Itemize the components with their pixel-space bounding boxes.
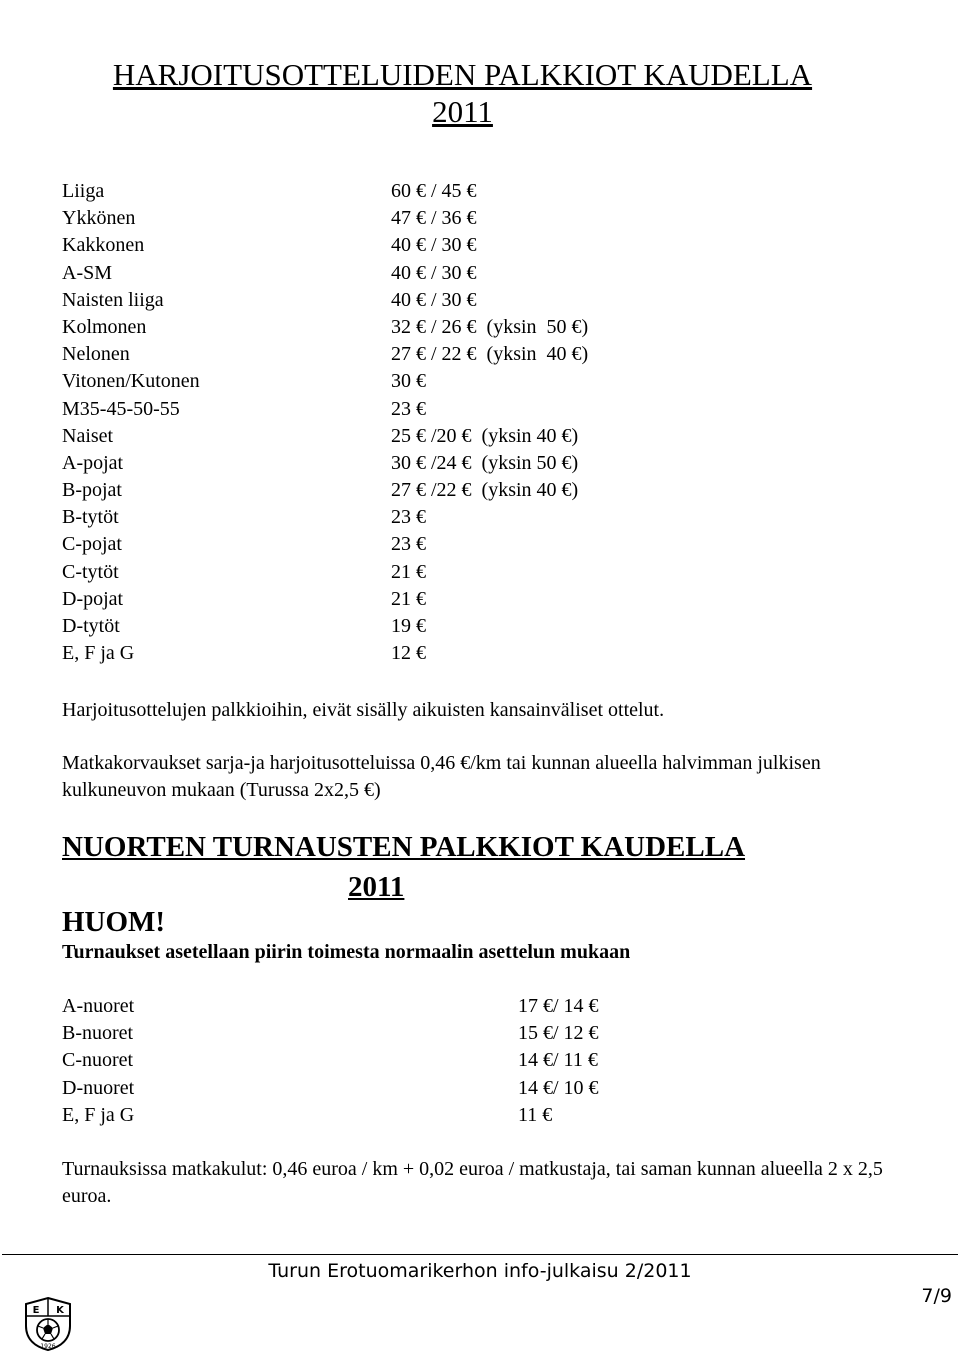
tournament-travel-note: Turnauksissa matkakulut: 0,46 euroa / km + 0,02 euroa / matkustaja, tai saman kunnan alueella 2 x 2,5 euroa.	[62, 1158, 883, 1207]
fee-amount: 60 € / 45 €	[391, 180, 477, 202]
fee-category: Vitonen/Kutonen	[62, 370, 200, 393]
fee-category: Naisten liiga	[62, 288, 164, 311]
fee-amount: 14 €/ 11 €	[518, 1049, 598, 1072]
fee-category: C-tytöt	[62, 560, 119, 583]
fee-category: Naiset	[62, 424, 114, 447]
fee-category: B-pojat	[62, 479, 122, 502]
fee-amount: 17 €/ 14 €	[518, 995, 599, 1017]
fee-amount: 23 €	[391, 397, 426, 420]
fee-amount: 19 €	[391, 615, 426, 637]
fee-amount: 25 € /20 € (yksin 40 €)	[391, 424, 579, 447]
fee-category: A-SM	[62, 261, 113, 284]
fee-category: D-tytöt	[62, 615, 120, 637]
international-matches-note: Harjoitusottelujen palkkioihin, eivät sisälly aikuisten kansainväliset ottelut.	[62, 699, 665, 721]
fee-category: Kolmonen	[62, 315, 147, 338]
page-title: HARJOITUSOTTELUIDEN PALKKIOT KAUDELLA	[112, 57, 813, 92]
fee-amount: 27 € / 22 € (yksin 40 €)	[391, 343, 589, 366]
fee-amount: 21 €	[391, 560, 426, 583]
travel-compensation-note: Matkakorvaukset sarja-ja harjoitusotteluissa 0,46 €/km tai kunnan alueella halvimman julkisen kulkuneuvon mukaan (Turussa 2x2,5 €)	[62, 752, 821, 801]
fee-category: E, F ja G	[62, 642, 135, 665]
fee-category: C-nuoret	[62, 1049, 134, 1072]
fee-amount: 40 € / 30 €	[391, 288, 477, 311]
publication-name: Turun Erotuomarikerhon info-julkaisu 2/2011	[268, 1260, 692, 1282]
logo-letter-k: K	[56, 1305, 64, 1316]
fee-category: Nelonen	[62, 343, 130, 366]
fee-category: D-nuoret	[62, 1076, 135, 1099]
fee-category: D-pojat	[62, 587, 124, 610]
youth-tournament-heading: NUORTEN TURNAUSTEN PALKKIOT KAUDELLA	[62, 831, 746, 863]
page-title-year: 2011	[432, 94, 493, 129]
fee-category: C-pojat	[62, 533, 122, 556]
fee-category: M35-45-50-55	[62, 397, 180, 420]
logo-year: 1926	[40, 1343, 56, 1350]
fee-amount: 14 €/ 10 €	[518, 1076, 599, 1099]
fee-amount: 15 €/ 12 €	[518, 1022, 599, 1045]
fee-amount: 11 €	[518, 1103, 553, 1126]
fee-amount: 27 € /22 € (yksin 40 €)	[391, 479, 579, 502]
fee-amount: 23 €	[391, 506, 426, 529]
fee-amount: 32 € / 26 € (yksin 50 €)	[391, 315, 589, 338]
fee-amount: 30 € /24 € (yksin 50 €)	[391, 451, 579, 474]
referee-club-logo	[22, 1296, 74, 1352]
fee-category: Liiga	[62, 180, 105, 202]
fee-category: A-pojat	[62, 451, 124, 474]
fee-amount: 47 € / 36 €	[391, 207, 477, 230]
fee-category: A-nuoret	[62, 995, 135, 1017]
notice-heading: HUOM!	[62, 906, 166, 938]
fee-category: Ykkönen	[62, 207, 136, 230]
fee-amount: 30 €	[391, 370, 426, 393]
fee-amount: 40 € / 30 €	[391, 261, 477, 284]
logo-letter-e: E	[32, 1305, 40, 1316]
fee-amount: 40 € / 30 €	[391, 234, 477, 257]
notice-text: Turnaukset asetellaan piirin toimesta normaalin asettelun mukaan	[62, 941, 631, 963]
fee-category: Kakkonen	[62, 234, 145, 257]
page-number: 7/9	[921, 1285, 952, 1307]
fee-category: B-nuoret	[62, 1022, 134, 1045]
footer-divider	[2, 1254, 958, 1255]
youth-tournament-year: 2011	[348, 871, 405, 903]
fee-category: E, F ja G	[62, 1103, 135, 1126]
fee-amount: 23 €	[391, 533, 426, 556]
fee-amount: 12 €	[391, 642, 426, 665]
fee-amount: 21 €	[391, 587, 426, 610]
fee-category: B-tytöt	[62, 506, 119, 529]
